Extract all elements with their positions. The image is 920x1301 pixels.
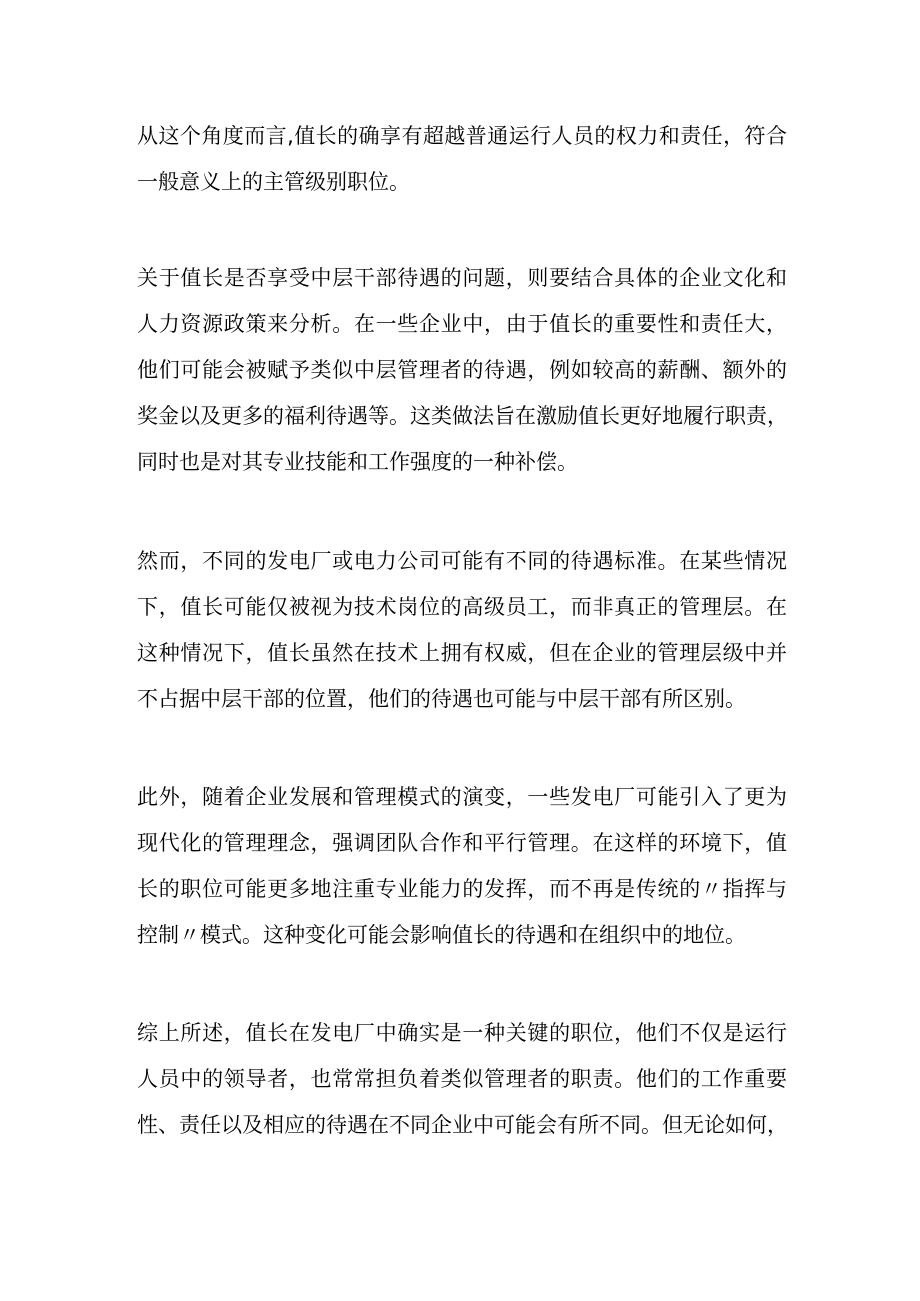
paragraph-line: 控制〃模式。这种变化可能会影响值长的待遇和在组织中的地位。: [137, 923, 746, 947]
paragraph-line: 同时也是对其专业技能和工作强度的一种补偿。: [137, 450, 578, 474]
paragraph-line: 关于值长是否享受中层干部待遇的问题，则要结合具体的企业文化和: [137, 266, 787, 290]
paragraph-line: 这种情况下，值长虽然在技术上拥有权威，但在企业的管理层级中并: [137, 641, 787, 665]
paragraph-line: 人员中的领导者，也常常担负着类似管理者的职责。他们的工作重要: [137, 1067, 787, 1091]
paragraph-line: 从这个角度而言,值长的确享有超越普通运行人员的权力和责任，符合: [137, 124, 787, 148]
paragraph-1: [137, 113, 787, 205]
paragraph-line: 然而，不同的发电厂或电力公司可能有不同的待遇标准。在某些情况: [137, 549, 787, 573]
paragraph-line: 人力资源政策来分析。在一些企业中，由于值长的重要性和责任大，: [137, 312, 787, 336]
paragraph-line: 此外，随着企业发展和管理模式的演变，一些发电厂可能引入了更为: [137, 785, 787, 809]
paragraph-3: [137, 538, 787, 722]
paragraph-line: 长的职位可能更多地注重专业能力的发挥，而不再是传统的〃指挥与: [137, 877, 787, 901]
paragraph-line: 性、责任以及相应的待遇在不同企业中可能会有所不同。但无论如何，: [137, 1113, 788, 1137]
paragraph-line: 奖金以及更多的福利待遇等。这类做法旨在激励值长更好地履行职责，: [137, 404, 788, 428]
paragraph-line: 下，值长可能仅被视为技术岗位的高级员工，而非真正的管理层。在: [137, 595, 787, 619]
paragraph-line: 不占据中层干部的位置，他们的待遇也可能与中层干部有所区别。: [137, 687, 746, 711]
paragraph-5: [137, 1010, 787, 1148]
paragraph-2: [137, 255, 787, 485]
paragraph-line: 一般意义上的主管级别职位。: [137, 170, 410, 194]
paragraph-line: 综上所述，值长在发电厂中确实是一种关键的职位，他们不仅是运行: [137, 1021, 787, 1045]
paragraph-line: 现代化的管理理念，强调团队合作和平行管理。在这样的环境下，值: [137, 831, 787, 855]
paragraph-4: [137, 774, 787, 958]
paragraph-line: 他们可能会被赋予类似中层管理者的待遇，例如较高的薪酬、额外的: [137, 358, 787, 382]
